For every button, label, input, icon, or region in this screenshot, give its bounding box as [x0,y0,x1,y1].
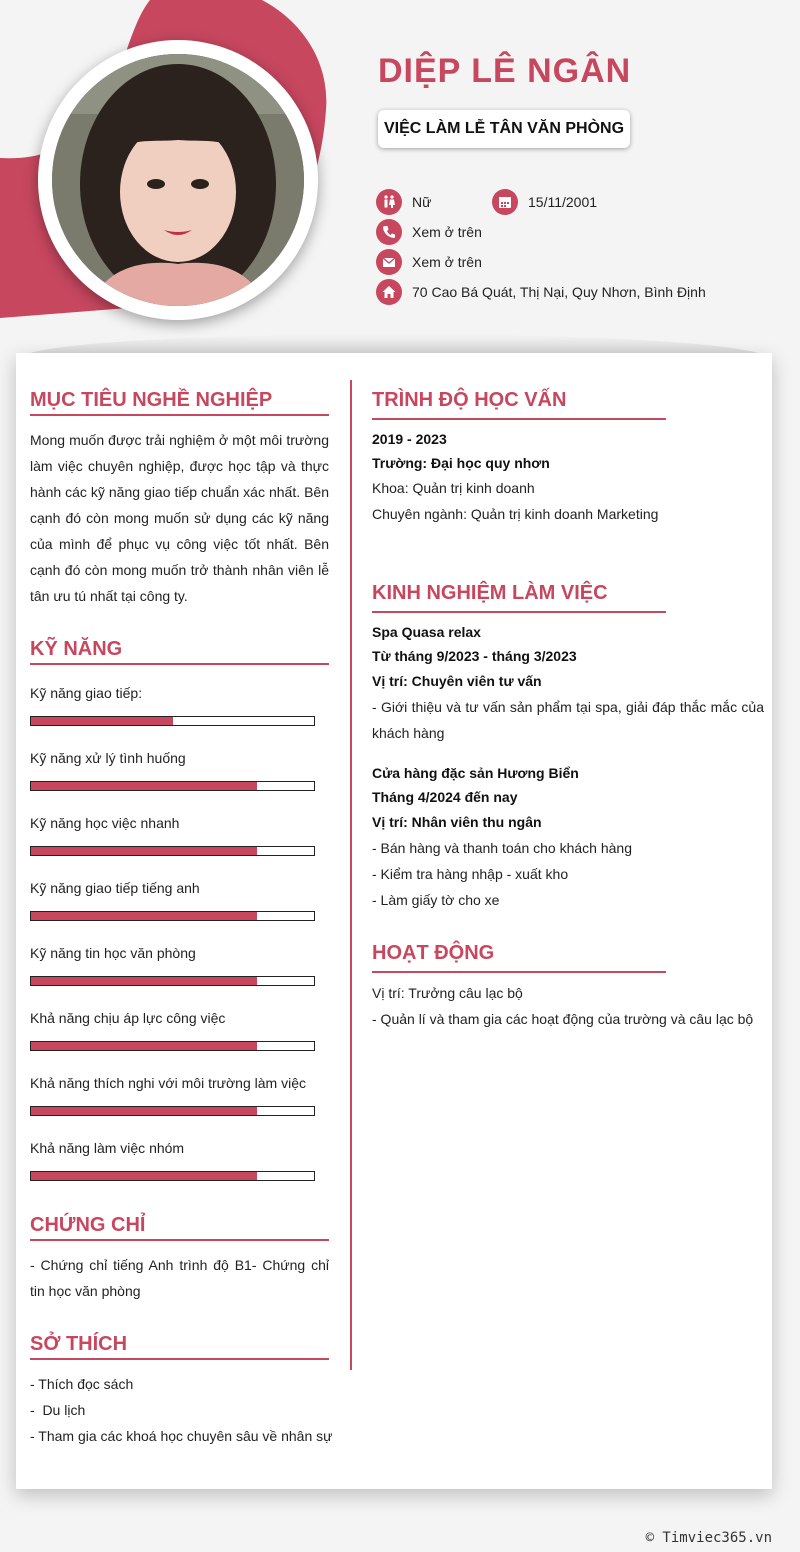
column-divider [350,380,352,1370]
gender-value: Nữ [412,194,432,210]
skill-level-bar [30,976,315,986]
job-company: Cửa hàng đặc sản Hương Biển [372,765,579,781]
email-value: Xem ở trên [412,254,482,270]
certificates-title: CHỨNG CHỈ [30,1214,146,1236]
job-duty: - Bán hàng và thanh toán cho khách hàng [372,840,632,856]
email-row [376,249,482,275]
birthday-row [492,189,597,215]
hobby-item: - Thích đọc sách [30,1376,134,1392]
address-row [376,279,706,305]
job-title: VIỆC LÀM LỄ TÂN VĂN PHÒNG [378,110,630,148]
education-faculty: Khoa: Quản trị kinh doanh [372,480,535,496]
job-position: Vị trí: Nhân viên thu ngân [372,814,542,830]
hobbies-title: SỞ THÍCH [30,1333,128,1355]
phone-row [376,219,482,245]
skills-title: KỸ NĂNG [30,638,123,660]
job-period: Từ tháng 9/2023 - tháng 3/2023 [372,648,577,664]
objective-text: Mong muốn được trải nghiệm ở một môi trường làm việc chuyên nghiệp, được học tập và thực hành các kỹ năng giao tiếp chuẩn xác nhất. Bên cạnh đó còn mong muốn sử dụng các kỹ năng của mình để phục vụ công việc tốt nhất. Bên cạnh đó còn mong muốn trở thành nhân viên lễ tân ưu tú nhất tại công ty. [30,432,329,604]
education-title: TRÌNH ĐỘ HỌC VẤN [372,389,567,411]
job-duty: - Kiểm tra hàng nhập - xuất kho [372,866,569,882]
envelope-icon [376,249,402,275]
skill-level-bar [30,846,315,856]
address-value: 70 Cao Bá Quát, Thị Nại, Quy Nhơn, Bình Định [412,284,706,300]
certificates-underline [30,1239,329,1241]
skill-level-fill [31,847,257,855]
job-period: Tháng 4/2024 đến nay [372,789,518,805]
skill-label: Kỹ năng xử lý tình huống [30,750,186,766]
skill-label: Khả năng thích nghi với môi trường làm việc [30,1075,306,1091]
home-icon [376,279,402,305]
skill-level-fill [31,1107,257,1115]
education-underline [372,418,666,420]
skill-label: Khả năng làm việc nhóm [30,1140,185,1156]
activity-role: Vị trí: Trưởng câu lạc bộ [372,985,523,1001]
objective-underline [30,414,329,416]
certificates-text: - Chứng chỉ tiếng Anh trình độ B1- Chứng chỉ tin học văn phòng [30,1257,329,1299]
education-major: Chuyên ngành: Quản trị kinh doanh Marketing [372,506,659,522]
phone-icon [376,219,402,245]
footer-copyright: © Timviec365.vn [645,1530,772,1546]
activity-description: - Quản lí và tham gia các hoạt động của trường và câu lạc bộ [372,1011,754,1027]
skill-level-fill [31,782,257,790]
education-period: 2019 - 2023 [372,431,447,447]
avatar [52,54,304,306]
job-position: Vị trí: Chuyên viên tư vấn [372,673,542,689]
gender-icon [376,189,402,215]
job-duty: - Làm giấy tờ cho xe [372,892,500,908]
hobby-item: - Du lịch [30,1402,86,1418]
birthday-value: 15/11/2001 [528,194,598,210]
activities-underline [372,971,666,973]
skill-level-fill [31,977,257,985]
hobby-item: - Tham gia các khoá học chuyên sâu về nhân sự [30,1428,333,1444]
skill-level-bar [30,781,315,791]
experience-underline [372,611,666,613]
skill-level-bar [30,1106,315,1116]
hobbies-underline [30,1358,329,1360]
skill-level-fill [31,912,257,920]
skill-level-fill [31,717,173,725]
phone-value: Xem ở trên [412,224,482,240]
candidate-name: DIỆP LÊ NGÂN [378,52,632,90]
skills-underline [30,663,329,665]
experience-title: KINH NGHIỆM LÀM VIỆC [372,582,608,604]
job-description: - Giới thiệu và tư vấn sản phẩm tại spa, giải đáp thắc mắc của khách hàng [372,699,764,741]
objective-title: MỤC TIÊU NGHỀ NGHIỆP [30,389,273,411]
skill-level-bar [30,1171,315,1181]
skill-label: Kỹ năng học việc nhanh [30,815,180,831]
skill-label: Khả năng chịu áp lực công việc [30,1010,226,1026]
skill-label: Kỹ năng giao tiếp: [30,685,143,701]
skill-level-bar [30,1041,315,1051]
skill-level-fill [31,1042,257,1050]
activities-title: HOẠT ĐỘNG [372,942,495,964]
skill-label: Kỹ năng giao tiếp tiếng anh [30,880,200,896]
skill-label: Kỹ năng tin học văn phòng [30,945,196,961]
skill-level-bar [30,716,315,726]
job-company: Spa Quasa relax [372,624,481,640]
skill-level-fill [31,1172,257,1180]
calendar-icon [492,189,518,215]
gender-row [376,189,431,215]
education-school: Trường: Đại học quy nhơn [372,455,550,471]
skill-level-bar [30,911,315,921]
